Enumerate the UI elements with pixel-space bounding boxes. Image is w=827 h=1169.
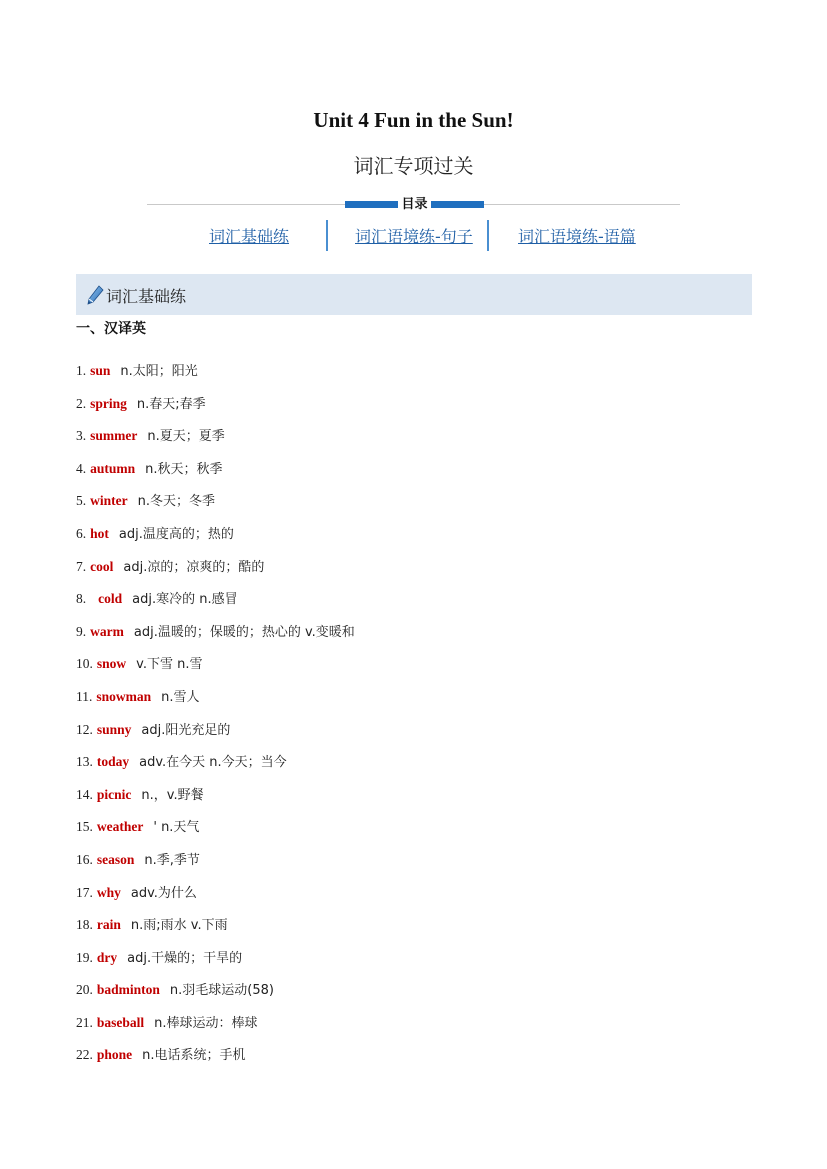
vocab-definition: adj.干燥的；干旱的 [127, 950, 243, 966]
vocab-word: sun [90, 363, 111, 378]
vocab-definition: n.羽毛球运动(58) [169, 983, 274, 999]
vocab-item [76, 1012, 756, 1045]
vocab-definition: n.季,季节 [144, 852, 200, 868]
page-title: Unit 4 Fun in the Sun! [313, 108, 514, 132]
vocab-definition: n.雪人 [161, 689, 200, 705]
vocab-word: picnic [96, 786, 132, 802]
vocab-number: 22. [76, 1047, 93, 1063]
vocab-word: winter [90, 493, 128, 509]
vocab-definition: adv.在今天 n.今天；当今 [139, 755, 287, 771]
vocab-definition: n.太阳；阳光 [120, 364, 198, 379]
vocab-definition: ' n.天气 [153, 820, 200, 836]
vocab-number: 10. [76, 656, 93, 672]
toc-accent-bar-left [345, 201, 400, 208]
vocab-item [76, 979, 756, 1012]
section-header [76, 274, 752, 315]
vocab-list [76, 360, 756, 1077]
vocab-definition: n.冬天；冬季 [137, 494, 215, 510]
vocab-word: badminton [96, 982, 160, 998]
vocab-number: 15. [76, 819, 93, 835]
vocab-word: cold [98, 591, 123, 607]
vocab-number: 20. [76, 982, 93, 998]
vocab-number: 16. [76, 851, 93, 867]
vocab-word: snow [96, 656, 127, 672]
vocab-number: 6. [76, 525, 87, 541]
vocab-number: 9. [76, 623, 87, 639]
vocab-item [76, 588, 756, 621]
vocab-number: 8. [76, 591, 87, 607]
vocab-word: autumn [90, 460, 136, 476]
toc-accent-bar-right [429, 201, 484, 208]
vocab-definition: n.棒球运动：棒球 [154, 1015, 258, 1031]
vocab-number: 1. [76, 363, 87, 378]
toc-label: 目录 [398, 193, 431, 212]
vocab-definition: v.下雪 n.雪 [136, 657, 203, 673]
vocab-word: phone [96, 1047, 133, 1063]
section-title: 词汇基础练 [106, 287, 187, 306]
vocab-word: cool [90, 558, 114, 574]
vocab-item [76, 947, 756, 980]
vocab-definition: n.雨;雨水 v.下雨 [130, 918, 228, 934]
vocab-number: 19. [76, 949, 93, 965]
vocab-word: warm [90, 623, 124, 639]
vocab-item [76, 653, 756, 686]
vocab-definition: n.春天;春季 [136, 396, 206, 412]
vocab-word: why [96, 884, 121, 900]
vocab-definition: n.秋天；秋季 [145, 461, 223, 477]
vocab-definition: adj.凉的；凉爽的；酷的 [123, 559, 265, 575]
vocab-item [76, 882, 756, 915]
vocab-item [76, 556, 756, 589]
toc-link-basic[interactable]: 词汇基础练 [209, 227, 290, 246]
vocab-number: 18. [76, 917, 93, 933]
vocab-number: 2. [76, 395, 87, 411]
subsection-heading: 一、汉译英 [76, 321, 146, 337]
vocab-word: dry [96, 949, 118, 965]
vocab-word: spring [90, 395, 127, 411]
vocab-number: 7. [76, 558, 87, 574]
vocab-number: 13. [76, 754, 93, 770]
vocab-word: rain [96, 917, 121, 933]
vocab-definition: adj.温度高的；热的 [118, 526, 234, 542]
vocab-item [76, 751, 756, 784]
toc-link-sentences[interactable]: 词汇语境练-句子 [355, 227, 473, 246]
vocab-definition: adj.阳光充足的 [141, 722, 231, 738]
vocab-item [76, 393, 756, 426]
vocab-word: weather [96, 819, 144, 835]
toc-separator [326, 220, 328, 251]
vocab-number: 11. [76, 688, 93, 704]
vocab-definition: n.夏天；夏季 [147, 429, 225, 445]
vocab-item [76, 914, 756, 947]
vocab-number: 5. [76, 493, 87, 509]
vocab-item [76, 784, 756, 817]
vocab-item [76, 1044, 756, 1077]
pencil-icon [86, 285, 104, 305]
vocab-definition: n.，v.野餐 [141, 787, 204, 803]
vocab-number: 4. [76, 460, 87, 476]
vocab-item [76, 360, 756, 393]
vocab-word: sunny [96, 721, 132, 737]
vocab-item [76, 816, 756, 849]
vocab-definition: n.电话系统；手机 [142, 1048, 246, 1064]
vocab-number: 21. [76, 1014, 93, 1030]
vocab-number: 17. [76, 884, 93, 900]
vocab-word: baseball [96, 1014, 145, 1030]
vocab-item [76, 621, 756, 654]
vocab-item [76, 490, 756, 523]
vocab-definition: adj.寒冷的 n.感冒 [132, 592, 238, 608]
vocab-number: 3. [76, 428, 87, 444]
toc-link-passage[interactable]: 词汇语境练-语篇 [518, 227, 636, 246]
vocab-word: snowman [96, 688, 152, 704]
vocab-item [76, 719, 756, 752]
vocab-word: today [96, 754, 130, 770]
vocab-item [76, 458, 756, 491]
vocab-number: 12. [76, 721, 93, 737]
page-subtitle: 词汇专项过关 [353, 154, 474, 178]
toc-separator [487, 220, 489, 251]
vocab-word: hot [90, 525, 109, 541]
vocab-definition: adj.温暖的；保暖的；热心的 v.变暖和 [133, 624, 355, 640]
vocab-item [76, 849, 756, 882]
vocab-word: season [96, 851, 135, 867]
vocab-item [76, 686, 756, 719]
vocab-item [76, 523, 756, 556]
vocab-number: 14. [76, 786, 93, 802]
vocab-definition: adv.为什么 [130, 885, 197, 901]
vocab-item [76, 425, 756, 458]
vocab-word: summer [90, 428, 138, 444]
